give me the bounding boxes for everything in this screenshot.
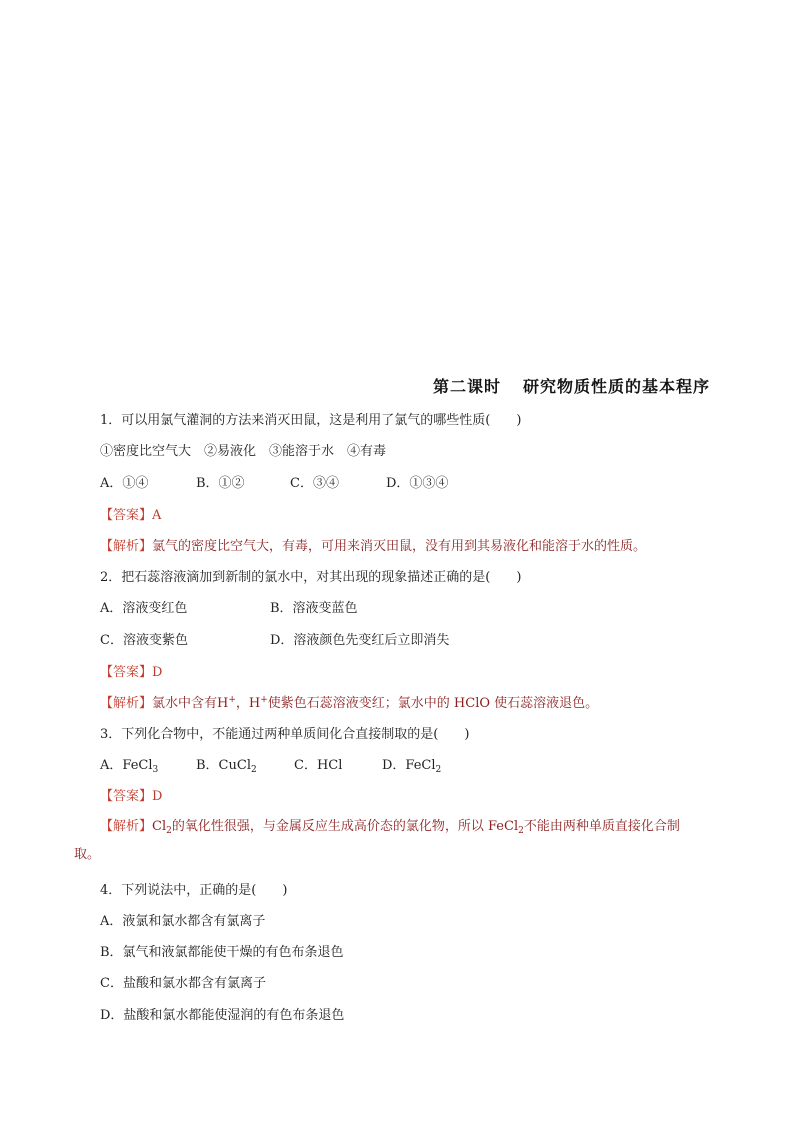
exp-part: 不能由两种单质直接化合制取。 [74,819,680,862]
q3-option-c: C．HCl [294,758,343,773]
q2-option-c: C．溶液变紫色 [100,633,188,648]
exp-part: 使紫色石蕊溶液变红；氯水中的 HClO 使石蕊溶液退色。 [267,696,599,711]
q2-answer [100,663,730,683]
answer-tag: 【答案】 [100,665,153,680]
q1-properties: ①密度比空气大 ②易液化 ③能溶于水 ④有毒 [100,444,387,459]
q3-option-a [100,756,196,776]
answer-value: D [152,665,163,680]
q1-explanation [100,537,730,557]
exp-part: 的氧化性很强，与金属反应生成高价态的氯化物，所以 FeCl [171,819,519,834]
answer-value: D [152,789,163,804]
subscript: 3 [152,765,159,775]
formula: D．FeCl [382,758,436,773]
q3-options [100,756,730,776]
superscript-plus: + [228,695,236,705]
page-title [433,374,710,397]
q2-stem: 2．把石蕊溶液滴加到新制的氯水中，对其出现的现象描述正确的是( ) [100,570,522,585]
explanation-text [152,696,598,711]
q4-option-b: B．氯气和液氯都能使干燥的有色布条退色 [100,945,344,960]
q4-option-d: D．盐酸和氯水都能使湿润的有色布条退色 [100,1008,345,1023]
exp-part: 氯水中含有H [152,696,229,711]
exp-part: Cl [152,819,167,834]
q1-option-a: A．①④ [100,476,149,491]
q2-option-b: B．溶液变蓝色 [270,601,358,616]
q4-stem: 4．下列说法中，正确的是( ) [100,883,288,898]
q3-explanation [74,813,702,869]
answer-value: A [152,508,162,523]
q1-options [100,474,730,494]
exp-part: ，H [235,696,261,711]
q2-options-row2 [100,631,730,651]
subscript: 2 [435,765,442,775]
superscript-plus: + [260,695,268,705]
q2-options-row1 [100,599,730,619]
q2-option-a: A．溶液变红色 [100,601,188,616]
q3-option-d [382,756,441,776]
explanation-tag: 【解析】 [100,539,153,554]
answer-tag: 【答案】 [100,789,153,804]
subscript: 2 [166,826,172,836]
q2-explanation [100,694,730,714]
q1-answer [100,506,730,526]
explanation-text [74,819,680,862]
q2-option-d: D．溶液颜色先变红后立即消失 [270,633,450,648]
explanation-text: 氯气的密度比空气大，有毒，可用来消灭田鼠，没有用到其易液化和能溶于水的性质。 [152,539,647,554]
q1-option-c: C．③④ [290,476,339,491]
q1-option-b: B．①② [196,476,245,491]
answer-tag: 【答案】 [100,508,153,523]
explanation-tag: 【解析】 [100,819,153,834]
title-lesson: 第二课时 [432,377,501,396]
q3-answer [100,787,730,807]
formula: B．CuCl [196,758,251,773]
subscript: 2 [518,826,524,836]
q1-stem: 1．可以用氯气灌洞的方法来消灭田鼠，这是利用了氯气的哪些性质( ) [100,413,522,428]
title-topic: 研究物质性质的基本程序 [522,377,710,396]
formula: A．FeCl [100,758,153,773]
q4-option-a: A．液氯和氯水都含有氯离子 [100,914,266,929]
q4-option-c: C．盐酸和氯水都含有氯离子 [100,976,266,991]
q3-stem: 3．下列化合物中，不能通过两种单质间化合直接制取的是( ) [100,727,470,742]
q1-option-d: D．①③④ [386,476,449,491]
explanation-tag: 【解析】 [100,696,153,711]
q3-option-b [196,756,294,776]
subscript: 2 [250,765,257,775]
